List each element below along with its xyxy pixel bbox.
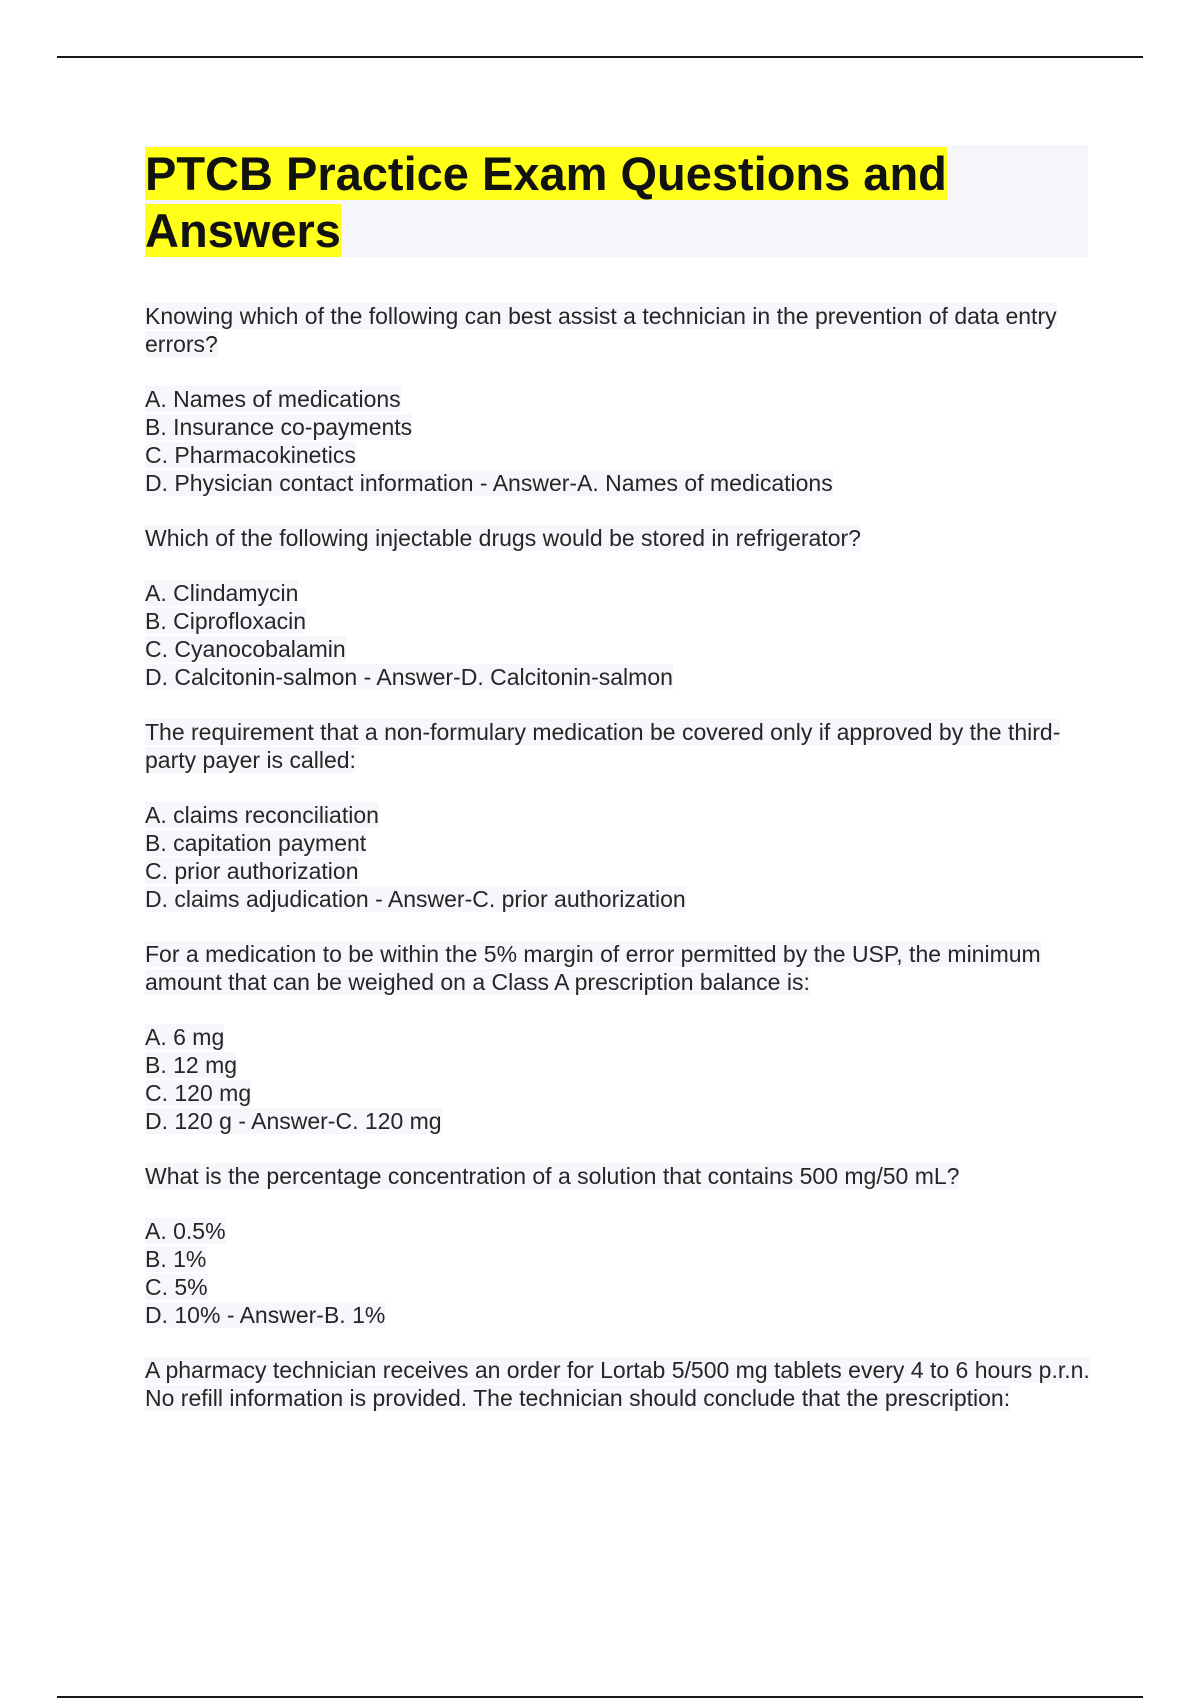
option-c: C. Cyanocobalamin xyxy=(145,636,346,662)
option-c: C. 5% xyxy=(145,1274,208,1300)
bottom-rule xyxy=(57,1696,1143,1698)
option-a: A. claims reconciliation xyxy=(145,802,379,828)
question-2 xyxy=(145,524,1090,691)
option-c: C. Pharmacokinetics xyxy=(145,442,356,468)
option-b: B. Ciprofloxacin xyxy=(145,608,307,634)
option-d-with-answer: D. 120 g - Answer-C. 120 mg xyxy=(145,1108,442,1134)
answer-options xyxy=(145,385,1090,497)
question-4 xyxy=(145,940,1090,1135)
option-a: A. 6 mg xyxy=(145,1024,225,1050)
question-list xyxy=(145,302,1090,1439)
question-text: Knowing which of the following can best assist a technician in the prevention of data entry errors? xyxy=(145,303,1057,357)
option-b: B. 1% xyxy=(145,1246,207,1272)
question-text: A pharmacy technician receives an order for Lortab 5/500 mg tablets every 4 to 6 hours p.r.n. No refill information is provided. The technician should conclude that the prescription: xyxy=(145,1357,1090,1411)
option-c: C. prior authorization xyxy=(145,858,359,884)
page-title xyxy=(145,145,1088,259)
question-text: What is the percentage concentration of a solution that contains 500 mg/50 mL? xyxy=(145,1163,960,1189)
option-d-with-answer: D. claims adjudication - Answer-C. prior authorization xyxy=(145,886,686,912)
option-b: B. capitation payment xyxy=(145,830,367,856)
option-d-with-answer: D. 10% - Answer-B. 1% xyxy=(145,1302,386,1328)
option-b: B. Insurance co-payments xyxy=(145,414,413,440)
answer-options xyxy=(145,1217,1090,1329)
option-d-with-answer: D. Physician contact information - Answer-A. Names of medications xyxy=(145,470,833,496)
answer-options xyxy=(145,1023,1090,1135)
option-d-with-answer: D. Calcitonin-salmon - Answer-D. Calcitonin-salmon xyxy=(145,664,673,690)
question-3 xyxy=(145,718,1090,913)
question-5 xyxy=(145,1162,1090,1329)
option-a: A. Names of medications xyxy=(145,386,401,412)
question-1 xyxy=(145,302,1090,497)
option-b: B. 12 mg xyxy=(145,1052,238,1078)
option-a: A. Clindamycin xyxy=(145,580,299,606)
question-6 xyxy=(145,1356,1090,1412)
answer-options xyxy=(145,579,1090,691)
option-a: A. 0.5% xyxy=(145,1218,226,1244)
question-text: The requirement that a non-formulary medication be covered only if approved by the third-party payer is called: xyxy=(145,719,1061,773)
title-block xyxy=(145,145,1088,257)
question-text: Which of the following injectable drugs would be stored in refrigerator? xyxy=(145,525,861,551)
top-rule xyxy=(57,56,1143,58)
answer-options xyxy=(145,801,1090,913)
title-highlight: PTCB Practice Exam Questions and Answers xyxy=(145,147,947,257)
option-c: C. 120 mg xyxy=(145,1080,252,1106)
question-text: For a medication to be within the 5% margin of error permitted by the USP, the minimum amount that can be weighed on a Class A prescription balance is: xyxy=(145,941,1041,995)
